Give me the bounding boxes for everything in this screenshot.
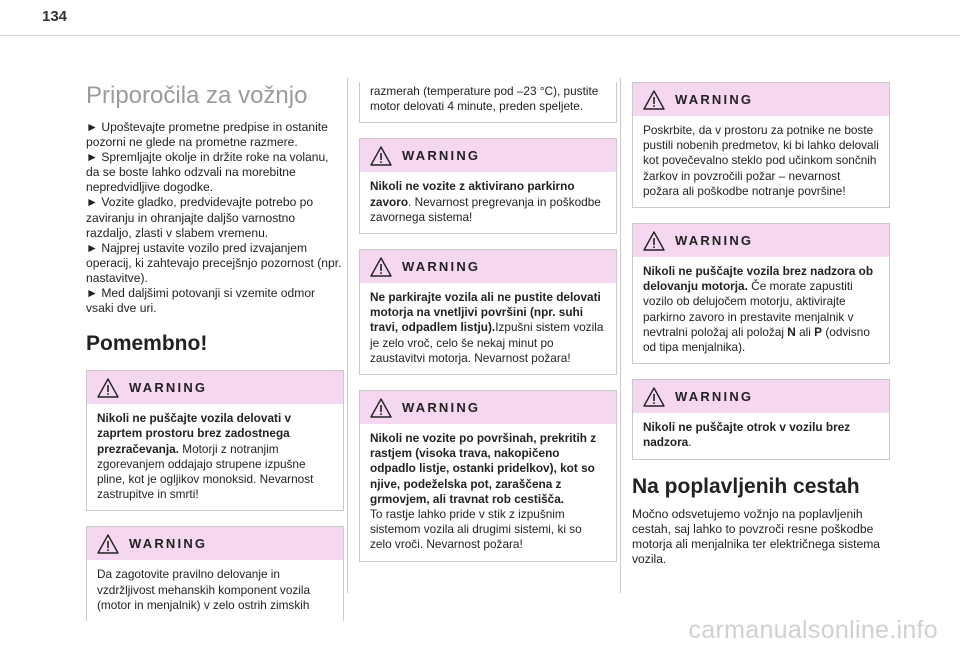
warning-label: WARNING [402,400,481,416]
warning-body-text: Motorji z notranjim zgorevanjem oddajajo strupene izpušne pline, kot je ogljikov monoksid. Nevarnost zastrupitve in smrti! [97,441,314,502]
warning-header [360,391,616,424]
warning-label: WARNING [402,259,481,275]
warning-triangle-icon [643,231,665,251]
warning-bold-text: Nikoli ne puščajte vozila brez nadzora ob delovanju motorja. [643,264,874,294]
gear-position-p: P [814,324,823,339]
page-number: 134 [42,8,68,25]
column-divider [620,78,621,593]
warning-label: WARNING [402,148,481,164]
warning-triangle-icon [370,146,392,166]
warning-text [633,257,889,363]
warning-body-text: . [688,435,692,450]
warning-text [360,283,616,374]
header-divider [0,35,960,36]
warning-box [359,138,617,234]
warning-triangle-icon [97,534,119,554]
warning-header [633,83,889,116]
warning-text [87,560,343,621]
warning-body-text: razmerah (temperature pod –23 °C), pustite motor delovati 4 minute, preden speljete. [370,84,599,114]
warning-header [87,371,343,404]
section-heading: Pomembno! [86,332,208,356]
list-item: ► Vozite gladko, predvidevajte potrebo po zaviranju in ohranjajte daljšo varnostno razdaljo, zlasti v slabem vremenu. [86,195,314,240]
warning-body-text: (odvisno od tipa menjalnika). [643,324,870,355]
warning-header [87,527,343,560]
section-heading: Na poplavljenih cestah [632,474,860,498]
warning-triangle-icon [643,90,665,110]
column-1 [86,82,344,621]
recommendations-list [86,120,344,316]
warning-box [632,379,890,459]
warning-text [633,413,889,458]
warning-header [633,380,889,413]
warning-body-text: Da zagotovite pravilno delovanje in vzdržljivost mehanskih komponent vozila (motor in menjalnik) v zelo ostrih zimskih [97,567,311,612]
warning-box [86,526,344,621]
watermark: carmanualsonline.info [688,616,938,644]
warning-triangle-icon [97,378,119,398]
warning-bold-text: Ne parkirajte vozila ali ne pustite delovati motorja na vnetljivi površini (npr. suhi travi, odpadlem listju). [370,290,601,335]
warning-header [360,250,616,283]
column-divider [347,78,348,593]
warning-label: WARNING [675,233,754,249]
warning-text [360,424,616,561]
warning-header [360,139,616,172]
warning-body-text: Če morate zapustiti vozilo ob delujočem motorju, aktivirajte parkirno zavoro in prestavite menjalnik v nevtralni položaj ali položaj [643,279,854,339]
gear-position-n: N [787,324,796,339]
warning-box [86,370,344,511]
warning-triangle-icon [643,387,665,407]
warning-body-text: To rastje lahko pride v stik z izpušnim sistemom vozila ali drugimi sistemi, ki so zelo vroči. Nevarnost požara! [370,507,582,552]
warning-body-text: Izpušni sistem vozila je zelo vroč, celo še nekaj minut po zaustavitvi motorja. Nevarnost požara! [370,320,604,365]
list-item: ► Spremljajte okolje in držite roke na volanu, da se boste lahko odzvali na morebitne nepredvidljive dogodke. [86,150,329,195]
warning-label: WARNING [675,92,754,107]
list-item: ► Med daljšimi potovanji si vzemite odmor vsaki dve uri. [86,286,316,316]
warning-triangle-icon [370,398,392,418]
warning-box [632,82,890,208]
warning-body-text: Poskrbite, da v prostoru za potnike ne boste pustili nobenih predmetov, ki bi lahko delovali kot povečevalno steklo pod učinkom sončnih žarkov in povzročili požar – nevarnost požara ali poškodbe notranje površine! [643,123,879,198]
warning-body-text: . Nevarnost pregrevanja in poškodbe zavornega sistema! [370,194,601,224]
column-2 [359,82,617,577]
page-title: Priporočila za vožnjo [86,82,308,109]
warning-text [360,82,616,122]
warning-label: WARNING [129,536,208,552]
warning-bold-text: Nikoli ne puščajte otrok v vozilu brez nadzora [643,420,851,450]
warning-text [633,116,889,207]
warning-text [360,172,616,233]
warning-triangle-icon [370,257,392,277]
warning-box-continued [359,82,617,123]
list-item: ► Upoštevajte prometne predpise in ostanite pozorni ne glede na prometne razmere. [86,120,328,150]
column-3 [632,82,890,567]
warning-label: WARNING [675,389,754,405]
list-item: ► Najprej ustavite vozilo pred izvajanjem operacij, ki zahtevajo precejšnjo pozornost (npr. nastavitve). [86,240,342,285]
section-paragraph: Močno odsvetujemo vožnjo na poplavljenih cestah, saj lahko to povzroči resne poškodbe motorja ali menjalnika ter električnega sistema vozila. [632,506,881,566]
warning-bold-text: Nikoli ne vozite z aktivirano parkirno zavoro [370,179,575,209]
warning-box [359,249,617,375]
warning-label: WARNING [129,380,208,396]
warning-body-text: ali [795,324,815,339]
warning-bold-text: Nikoli ne puščajte vozila delovati v zaprtem prostoru brez zadostnega prezračevanja. [97,411,292,456]
warning-box [632,223,890,364]
warning-box [359,390,617,562]
warning-header [633,224,889,257]
warning-bold-text: Nikoli ne vozite po površinah, prekritih z rastjem (visoka trava, nakopičeno odpadlo listje, ostanki pridelkov), kot so njive, podeželska pot, zaraščena z grmovjem, ali travnat rob cestišča. [370,431,597,506]
warning-text [87,404,343,510]
